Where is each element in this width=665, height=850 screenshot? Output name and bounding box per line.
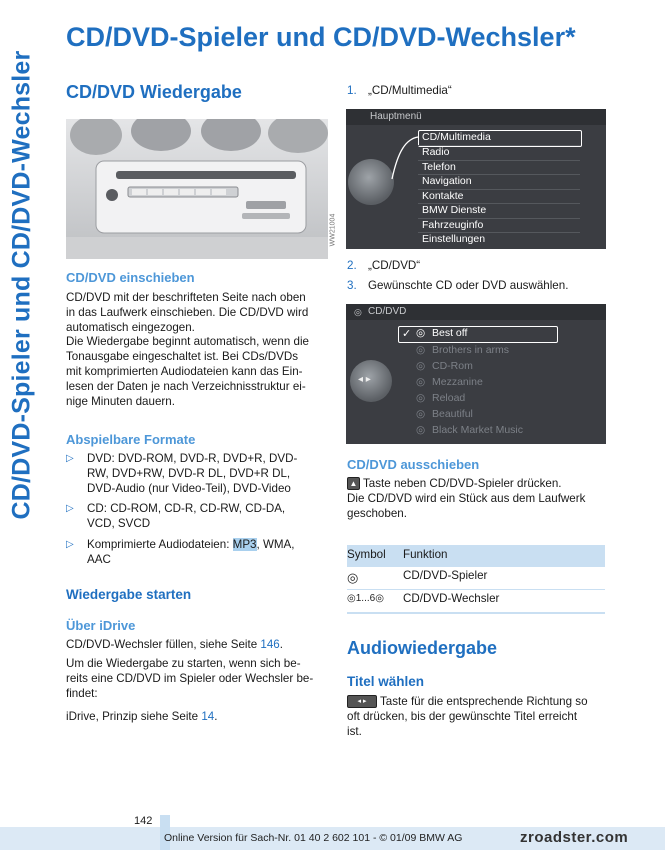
heading-titel-waehlen: Titel wählen [347,674,425,689]
menu-item[interactable]: Fahrzeuginfo [422,219,484,231]
photo-code: WW21004 [329,213,337,247]
page-tab-marker [160,815,170,827]
idrive-screen-main-menu [346,109,606,249]
menu-item[interactable]: Radio [422,146,450,158]
heading-abspielbare-formate: Abspielbare Formate [66,432,196,447]
paragraph-titel: ◂ ▸ Taste für die entsprechende Richtung so oft drücken, bis der gewünschte Titel erreicht ist. [347,695,588,738]
column-header-funktion: Funktion [403,548,448,561]
menu-item[interactable]: Telefon [422,161,456,173]
paragraph-idrive: iDrive, Prinzip siehe Seite 14. [66,710,218,723]
heading-ueber-idrive: Über iDrive [66,618,136,633]
menu-item[interactable]: CD/Multimedia [422,131,491,143]
disc-icon: ◎ [416,376,426,388]
disc-icon: ◎ [416,424,426,436]
disc-icon: ◎ [416,408,426,420]
menu-item[interactable]: Navigation [422,175,472,187]
side-chapter-title [2,25,42,545]
screen-header: CD/DVD [368,306,407,317]
online-version-text: Online Version für Sach-Nr. 01 40 2 602 101 - © 01/09 BMW AG [164,832,463,844]
menu-item[interactable]: CD-Rom [432,360,473,372]
menu-item[interactable]: Einstellungen [422,233,486,245]
bullet-arrow-icon: ▷ [66,538,74,550]
heading-wiedergabe-starten: Wiedergabe starten [66,587,192,602]
menu-item[interactable]: Mezzanine [432,376,483,388]
page-number: 142 [134,815,153,827]
list-item: ▷ DVD: DVD-ROM, DVD-R, DVD+R, DVD- RW, DVD+RW, DVD-R DL, DVD+R DL, DVD-Audio (nur Video-Teil), DVD-Video [66,452,298,495]
page-title: CD/DVD-Spieler und CD/DVD-Wechsler* [66,22,576,52]
side-chapter-title-text: CD/DVD-Spieler und CD/DVD-Wechsler [7,50,36,520]
controller-knob-icon [350,360,392,402]
screen-header: Hauptmenü [370,111,422,122]
left-right-arrows-icon: ◂ ▸ [358,374,371,385]
cd-slot-photo [66,119,328,259]
menu-item[interactable]: Reload [432,392,466,404]
table-row: ◎ CD/DVD-Spieler [347,569,488,585]
disc-icon: ◎ [416,360,426,372]
table-row: ◎1...6◎ CD/DVD-Wechsler [347,592,500,605]
list-item: ▷ Komprimierte Audiodateien: MP3, WMA, AAC [66,537,295,566]
step-2: 2. „CD/DVD“ [347,259,421,272]
heading-audiowiedergabe: Audiowiedergabe [347,638,498,658]
list-item: ▷ CD: CD-ROM, CD-R, CD-RW, CD-DA, VCD, SVCD [66,502,286,531]
bullet-arrow-icon: ▷ [66,503,74,515]
menu-item[interactable]: Black Market Music [432,424,524,436]
paragraph-starten: Um die Wiedergabe zu starten, wenn sich be- reits eine CD/DVD im Spieler oder Wechsler be- findet: [66,657,314,700]
column-header-symbol: Symbol [347,548,386,561]
previous-next-button-icon: ◂ ▸ [347,695,377,708]
disc-icon: ◎ [354,307,362,317]
step-1: 1. „CD/Multimedia“ [347,84,452,97]
checkmark-icon: ✓ [402,328,412,340]
step-3: 3. Gewünschte CD oder DVD auswählen. [347,279,569,292]
menu-item[interactable]: Kontakte [422,190,464,202]
disc-icon: ◎ [416,392,426,404]
paragraph-ausschieben: ▲ Taste neben CD/DVD-Spieler drücken. Die CD/DVD wird ein Stück aus dem Laufwerk geschoben. [347,477,586,520]
paragraph-fuellen: CD/DVD-Wechsler füllen, siehe Seite 146. [66,638,283,651]
disc-icon-row: ◎ [416,327,426,339]
page-link[interactable]: 146 [260,638,280,651]
menu-item[interactable]: Brothers in arms [432,344,510,356]
watermark: zroadster.com [520,829,629,846]
eject-button-icon: ▲ [347,477,360,490]
paragraph-einschieben: CD/DVD mit der beschrifteten Seite nach oben in das Laufwerk einschieben. Die CD/DVD wird automatisch eingezogen. Die Wiedergabe beginnt automatisch, wenn die Tonausgabe eingeschaltet ist. Bei CDs/DVDs mit komprimierten Audiodateien kann das Ein- lesen der Daten je nach Verzeichnisstruktur ei- nige Minuten dauern. [66,291,309,408]
menu-item[interactable]: Beautiful [432,408,473,420]
disc-changer-icon: ◎1...6◎ [347,593,384,604]
menu-item[interactable]: Best off [432,327,468,339]
table-header [347,545,605,567]
disc-icon: ◎ [347,570,359,585]
highlighted-text: MP3 [232,537,257,551]
heading-cd-dvd-wiedergabe: CD/DVD Wiedergabe [66,82,242,102]
heading-cd-dvd-ausschieben: CD/DVD ausschieben [347,457,480,472]
formats-list [66,452,332,574]
disc-icon: ◎ [416,344,426,356]
heading-cd-dvd-einschieben: CD/DVD einschieben [66,270,195,285]
menu-item[interactable]: BMW Dienste [422,204,487,216]
idrive-screen-cd-dvd [346,304,606,444]
page-link[interactable]: 14 [201,710,215,723]
bullet-arrow-icon: ▷ [66,453,74,464]
